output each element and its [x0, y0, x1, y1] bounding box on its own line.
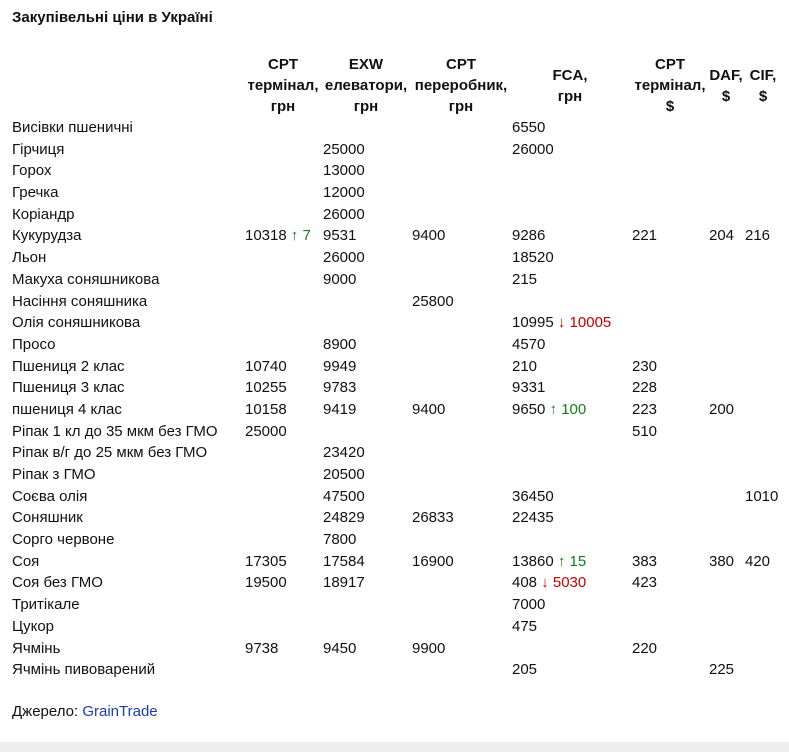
price-exw-uah: 25000 [323, 140, 365, 158]
header-line: CIF, [749, 67, 777, 84]
header-line: грн [557, 88, 583, 105]
price-change-down: ↓ 5030 [541, 574, 587, 592]
price-cpt-terminal-usd: 230 [632, 357, 658, 375]
table-row [0, 529, 789, 551]
price-fca-uah: 9331 [512, 379, 546, 397]
table-row [0, 442, 789, 464]
header-line: $ [665, 98, 675, 115]
header-line: FCA, [552, 67, 588, 84]
price-table [0, 117, 789, 681]
product-name: Горох [12, 162, 52, 180]
header-line: грн [270, 98, 296, 115]
product-name: Пшениця 2 клас [12, 357, 125, 375]
header-line: CPT [446, 56, 476, 73]
price-daf-usd: 200 [709, 400, 735, 418]
table-row [0, 507, 789, 529]
price-exw-uah: 23420 [323, 444, 365, 462]
table-row [0, 160, 789, 182]
price-cpt-terminal-uah: 10158 [245, 400, 287, 418]
price-exw-uah: 9000 [323, 270, 357, 288]
product-name: Цукор [12, 617, 55, 635]
header-line: $ [721, 88, 731, 105]
price-cpt-terminal-uah [245, 225, 311, 247]
price-value: 13860 [512, 552, 554, 570]
header-line: EXW [348, 56, 384, 73]
price-exw-uah: 47500 [323, 487, 365, 505]
col-header-exw-elevators-uah [322, 54, 410, 117]
price-cif-usd: 216 [745, 227, 771, 245]
price-fca-uah: 6550 [512, 119, 546, 136]
table-row [0, 464, 789, 486]
product-name: Ріпак з ГМО [12, 466, 96, 483]
price-change-up: ↑ 7 [290, 227, 311, 245]
header-line: $ [758, 88, 768, 105]
col-header-daf-usd [706, 65, 746, 107]
table-row [0, 594, 789, 616]
price-exw-uah: 8900 [323, 335, 357, 353]
price-cif-usd: 420 [745, 552, 771, 570]
price-cpt-terminal-usd: 510 [632, 422, 658, 440]
col-header-cpt-terminal-uah [245, 54, 321, 117]
price-exw-uah: 26000 [323, 205, 365, 223]
col-header-cpt-terminal-usd [630, 54, 710, 117]
product-name: Соняшник [12, 509, 83, 527]
price-cpt-terminal-usd: 221 [632, 227, 658, 245]
price-fca-uah: 205 [512, 661, 538, 679]
price-cpt-processor-uah: 25800 [412, 292, 454, 310]
price-fca-uah: 22435 [512, 509, 554, 527]
price-cpt-processor-uah: 9900 [412, 639, 446, 657]
table-row [0, 399, 789, 421]
price-cpt-terminal-uah: 10740 [245, 357, 287, 375]
header-line: термінал, [634, 77, 706, 94]
price-cpt-terminal-usd: 228 [632, 379, 658, 397]
table-row [0, 377, 789, 399]
table-row [0, 659, 789, 681]
table-row [0, 139, 789, 161]
table-row [0, 182, 789, 204]
price-value: 9650 [512, 400, 546, 418]
col-header-cif-usd [745, 65, 781, 107]
price-fca-uah: 215 [512, 270, 538, 288]
table-row [0, 204, 789, 226]
price-fca-uah: 36450 [512, 487, 554, 505]
product-name: Сорго червоне [12, 531, 115, 549]
product-name: Гірчиця [12, 140, 65, 158]
header-line: грн [448, 98, 474, 115]
source-label: Джерело: [12, 703, 79, 720]
product-name: Ріпак в/г до 25 мкм без ГМО [12, 444, 208, 462]
price-fca-uah: 475 [512, 617, 538, 635]
price-cpt-terminal-uah: 25000 [245, 422, 287, 440]
price-cif-usd: 1010 [745, 487, 779, 505]
col-header-fca-uah [530, 65, 610, 107]
table-row [0, 117, 789, 139]
price-daf-usd: 204 [709, 227, 735, 245]
page-title: Закупівельні ціни в Україні [12, 9, 213, 26]
price-exw-uah: 26000 [323, 249, 365, 267]
price-daf-usd: 225 [709, 661, 735, 679]
price-change-up: ↑ 15 [557, 552, 587, 570]
product-name: Олія соняшникова [12, 314, 141, 332]
table-row [0, 247, 789, 269]
price-fca-uah [512, 572, 586, 594]
source-link[interactable]: GrainTrade [82, 703, 158, 720]
footer-bar [0, 742, 789, 752]
product-name: Льон [12, 249, 47, 267]
table-row [0, 421, 789, 443]
product-name: Пшениця 3 клас [12, 379, 125, 397]
table-row [0, 334, 789, 356]
price-exw-uah: 9783 [323, 379, 357, 397]
price-cpt-terminal-usd: 423 [632, 574, 658, 592]
price-exw-uah: 9450 [323, 639, 357, 657]
price-cpt-terminal-usd: 383 [632, 552, 658, 570]
price-fca-uah: 18520 [512, 249, 554, 267]
header-line: CPT [655, 56, 685, 73]
price-value: 10995 [512, 314, 554, 332]
table-row [0, 269, 789, 291]
price-exw-uah: 9531 [323, 227, 357, 245]
price-fca-uah: 9286 [512, 227, 546, 245]
table-row [0, 551, 789, 573]
price-cpt-terminal-uah: 19500 [245, 574, 287, 592]
product-name: Макуха соняшникова [12, 270, 160, 288]
header-line: термінал, [247, 77, 319, 94]
product-name: пшениця 4 клас [12, 400, 122, 418]
table-row [0, 291, 789, 313]
price-cpt-terminal-usd: 220 [632, 639, 658, 657]
price-cpt-terminal-uah: 17305 [245, 552, 287, 570]
price-cpt-processor-uah: 9400 [412, 227, 446, 245]
product-name: Висівки пшеничні [12, 119, 133, 136]
price-fca-uah [512, 312, 611, 334]
price-change-down: ↓ 10005 [557, 314, 612, 332]
product-name: Тритікале [12, 596, 80, 614]
table-row [0, 356, 789, 378]
price-daf-usd: 380 [709, 552, 735, 570]
product-name: Ячмінь [12, 639, 61, 657]
product-name: Кукурудза [12, 227, 82, 245]
table-row [0, 225, 789, 247]
header-line: CPT [268, 56, 298, 73]
product-name: Просо [12, 335, 56, 353]
price-fca-uah: 26000 [512, 140, 554, 158]
header-line: переробник, [414, 77, 508, 94]
table-row [0, 572, 789, 594]
product-name: Соя без ГМО [12, 574, 103, 592]
price-cpt-processor-uah: 9400 [412, 400, 446, 418]
header-line: елеватори, [324, 77, 408, 94]
product-name: Соєва олія [12, 487, 88, 505]
price-value: 10318 [245, 227, 287, 245]
price-exw-uah: 9419 [323, 400, 357, 418]
price-exw-uah: 20500 [323, 466, 365, 483]
header-line: DAF, [709, 67, 743, 84]
price-cpt-processor-uah: 16900 [412, 552, 454, 570]
table-row [0, 638, 789, 660]
product-name: Соя [12, 552, 40, 570]
price-cpt-terminal-uah: 9738 [245, 639, 279, 657]
table-row [0, 486, 789, 508]
price-fca-uah: 210 [512, 357, 538, 375]
col-header-cpt-processor-uah [410, 54, 512, 117]
product-name: Коріандр [12, 205, 75, 223]
price-cpt-terminal-usd: 223 [632, 400, 658, 418]
product-name: Ячмінь пивоварений [12, 661, 156, 679]
price-exw-uah: 7800 [323, 531, 357, 549]
price-cpt-terminal-uah: 10255 [245, 379, 287, 397]
product-name: Насіння соняшника [12, 292, 148, 310]
price-fca-uah: 4570 [512, 335, 546, 353]
table-row [0, 616, 789, 638]
product-name: Гречка [12, 184, 59, 202]
product-name: Ріпак 1 кл до 35 мкм без ГМО [12, 422, 218, 440]
price-cpt-processor-uah: 26833 [412, 509, 454, 527]
price-exw-uah: 12000 [323, 184, 365, 202]
price-fca-uah [512, 399, 586, 421]
price-fca-uah: 7000 [512, 596, 546, 614]
price-exw-uah: 13000 [323, 162, 365, 180]
price-value: 408 [512, 574, 538, 592]
price-exw-uah: 17584 [323, 552, 365, 570]
price-exw-uah: 24829 [323, 509, 365, 527]
price-exw-uah: 18917 [323, 574, 365, 592]
price-change-up: ↑ 100 [549, 400, 587, 418]
header-line: грн [353, 98, 379, 115]
source-line [12, 703, 158, 720]
price-fca-uah [512, 551, 586, 573]
price-exw-uah: 9949 [323, 357, 357, 375]
table-row [0, 312, 789, 334]
